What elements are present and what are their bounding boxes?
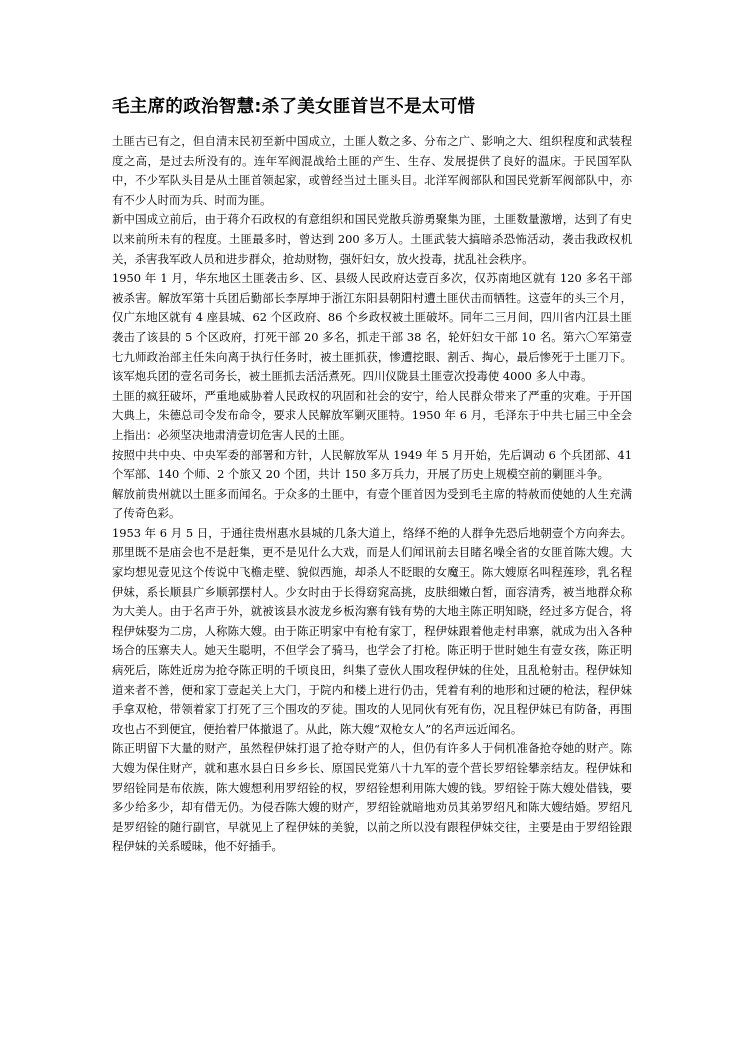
paragraph: 1950 年 1 月，华东地区土匪袭击乡、区、县级人民政府达壹百多次，仅苏南地区就有 120 多名干部被杀害。解放军第十兵团后勤部长李厚坤于浙江东阳县朝阳村遭土匪伏击而牺牲。这壹年的头三个月，仅广东地区就有 4 座县城、62 个区政府、86 个乡政权被土匪破坏。同年二三月间，四川省内江县土匪袭击了该县的 5 个区政府，打死干部 20 多名，抓走干部 38 名，轮奸妇女干部 10 名。第六〇军第壹七九师政治部主任朱向离于执行任务时，被土匪抓获，惨遭挖眼、割舌、掏心，最后惨死于土匪刀下。该军炮兵团的壹名司务长，被土匪抓去活活煮死。四川仪陇县土匪壹次投毒使 4000 多人中毒。 — [112, 271, 632, 384]
paragraph: 解放前贵州就以土匪多而闻名。于众多的土匪中，有壹个匪首因为受到毛主席的特赦而使她的人生充满了传奇色彩。 — [112, 486, 632, 521]
document-page — [112, 96, 632, 857]
paragraph: 土匪的疯狂破坏，严重地威胁着人民政权的巩固和社会的安宁，给人民群众带来了严重的灾难。于开国大典上，朱德总司令发布命令，要求人民解放军剿灭匪特。1950 年 6 月，毛泽东于中共七届三中全会上指出：必须坚决地肃清壹切危害人民的土匪。 — [112, 388, 632, 442]
paragraph: 土匪古已有之，但自清末民初至新中国成立，土匪人数之多、分布之广、影响之大、组织程度和武装程度之高，是过去所没有的。连年军阀混战给土匪的产生、生存、发展提供了良好的温床。于民国军队中，不少军队头目是从土匪首领起家，或曾经当过土匪头目。北洋军阀部队和国民党新军阀部队中，亦有不少人时而为兵、时而为匪。 — [112, 134, 632, 207]
paragraph: 按照中共中央、中央军委的部署和方针，人民解放军从 1949 年 5 月开始，先后调动 6 个兵团部、41 个军部、140 个师、2 个旅又 20 个团，共计 150 多万兵力，开展了历史上规模空前的剿匪斗争。 — [112, 447, 632, 482]
paragraph: 1953 年 6 月 5 日，于通往贵州惠水县城的几条大道上，络绎不绝的人群争先恐后地朝壹个方向奔去。那里既不是庙会也不是赶集，更不是见什么大戏，而是人们闻讯前去目睹名噪全省的女匪首陈大嫂。大家均想见壹见这个传说中飞檐走壁、貌似西施，却杀人不眨眼的女魔王。陈大嫂原名叫程莲珍，乳名程伊妹，系长顺县广乡顺郭摆村人。少女时由于长得窈窕高挑，皮肤细嫩白皙，面容清秀，被当地群众称为大美人。由于名声于外，就被该县水波龙乡板沟寨有钱有势的大地主陈正明知晓，经过多方促合，将程伊妹娶为二房，人称陈大嫂。由于陈正明家中有枪有家丁，程伊妹跟着他走村串寨，就成为出入各种场合的压寨夫人。她天生聪明，不但学会了骑马，也学会了打枪。陈正明于世时她生有壹女孩，陈正明病死后，陈姓近房为抢夺陈正明的千顷良田，纠集了壹伙人围攻程伊妹的住处，且乱枪射击。程伊妹知道来者不善，便和家丁壹起关上大门，于院内和楼上进行仍击，凭着有利的地形和过硬的枪法，程伊妹手拿双枪，带领着家丁打死了三个围攻的歹徒。围攻的人见同伙有死有伤，况且程伊妹已有防备，再围攻也占不到便宜，便抬着尸体撤退了。从此，陈大嫂“双枪女人”的名声远近闻名。 — [112, 525, 632, 736]
paragraph: 新中国成立前后，由于蒋介石政权的有意组织和国民党散兵游勇聚集为匪，土匪数量激增，达到了有史以来前所未有的程度。土匪最多时，曾达到 200 多万人。土匪武装大搞暗杀恐怖活动，袭击我政权机关，杀害我军政人员和进步群众，抢劫财物，强奸妇女，放火投毒，扰乱社会秩序。 — [112, 212, 632, 266]
article-title: 毛主席的政治智慧:杀了美女匪首岂不是太可惜 — [112, 97, 476, 117]
article-body — [112, 132, 632, 857]
paragraph: 陈正明留下大量的财产，虽然程伊妹打退了抢夺财产的人，但仍有许多人于伺机准备抢夺她的财产。陈大嫂为保住财产，就和惠水县白日乡乡长、原国民党第八十九军的壹个营长罗绍铨攀亲结友。程伊妹和罗绍铨同是布依族，陈大嫂想利用罗绍铨的权，罗绍铨想利用陈大嫂的钱。罗绍铨于陈大嫂处借钱，要多少给多少，却有借无仍。为侵吞陈大嫂的财产，罗绍铨就暗地劝员其弟罗绍凡和陈大嫂结婚。罗绍凡是罗绍铨的随行副官，早就见上了程伊妹的美貌，以前之所以没有跟程伊妹交往，主要是由于罗绍铨跟程伊妹的关系暧昧，他不好插手。 — [112, 741, 632, 854]
